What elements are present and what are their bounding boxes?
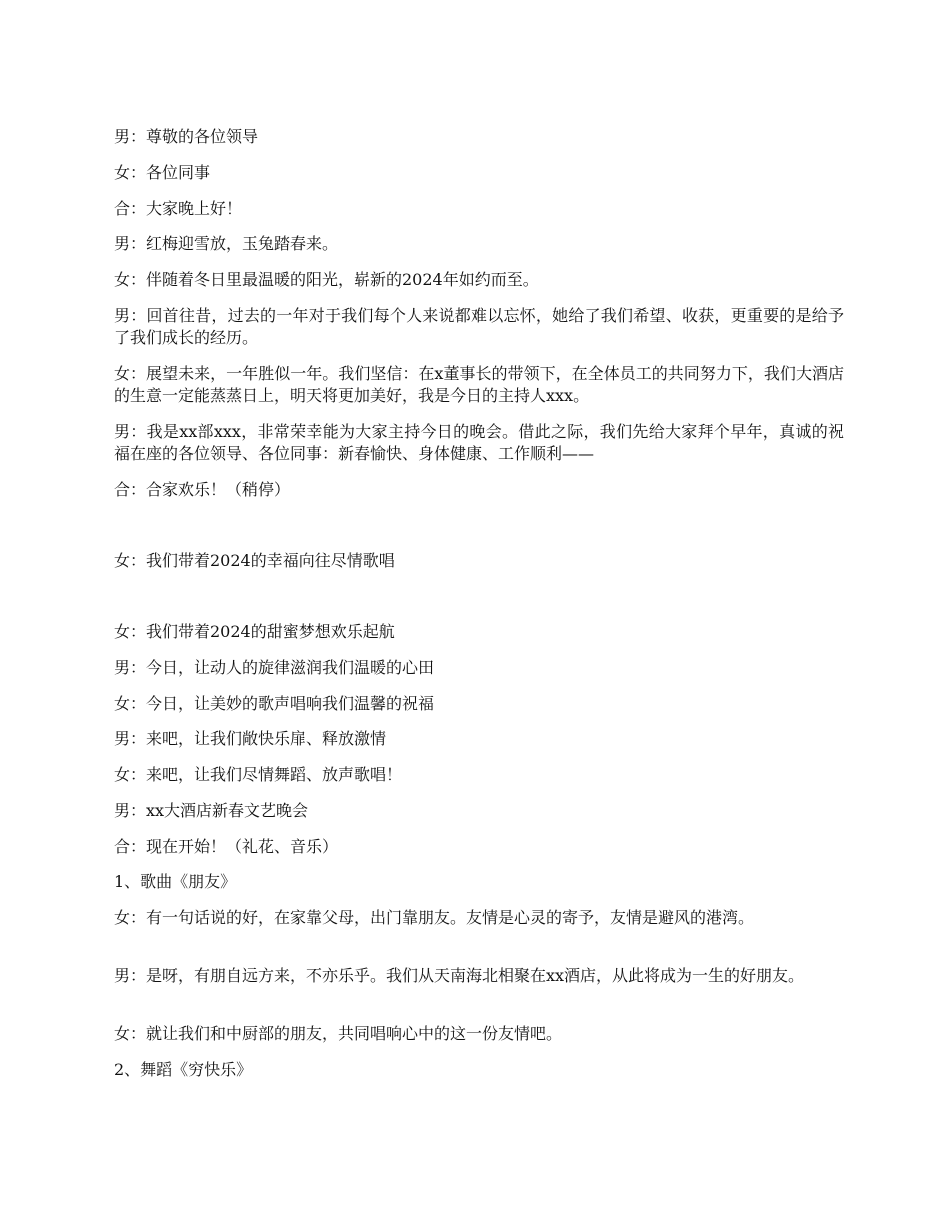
paragraph: 女：有一句话说的好，在家靠父母，出门靠朋友。友情是心灵的寄予，友情是避风的港湾。 xyxy=(114,908,755,927)
section-heading: 1、歌曲《朋友》 xyxy=(114,872,237,891)
paragraph: 男：来吧，让我们敞快乐扉、释放激情 xyxy=(114,729,387,748)
paragraph: 女：就让我们和中厨部的朋友，共同唱响心中的这一份友情吧。 xyxy=(114,1024,563,1043)
paragraph: 女：伴随着冬日里最温暖的阳光，崭新的2024年如约而至。 xyxy=(114,270,539,289)
paragraph: 男：我是xx部xxx，非常荣幸能为大家主持今日的晚会。借此之际，我们先给大家拜个早年，真诚的祝福在座的各位领导、各位同事：新春愉快、身体健康、工作顺利—— xyxy=(114,422,844,463)
paragraph: 女：各位同事 xyxy=(114,163,211,182)
section-heading: 2、舞蹈《穷快乐》 xyxy=(114,1060,253,1079)
paragraph: 女：我们带着2024的甜蜜梦想欢乐起航 xyxy=(114,622,395,641)
paragraph: 合：合家欢乐！（稍停） xyxy=(114,480,291,499)
paragraph: 合：现在开始！（礼花、音乐） xyxy=(114,837,339,856)
paragraph: 合：大家晚上好！ xyxy=(114,199,243,218)
paragraph: 男：回首往昔，过去的一年对于我们每个人来说都难以忘怀，她给了我们希望、收获，更重要的是给予了我们成长的经历。 xyxy=(114,306,844,347)
paragraph: 女：展望未来，一年胜似一年。我们坚信：在x董事长的带领下，在全体员工的共同努力下，我们大酒店的生意一定能蒸蒸日上，明天将更加美好，我是今日的主持人xxx。 xyxy=(114,364,844,405)
paragraph: 女：今日，让美妙的歌声唱响我们温馨的祝福 xyxy=(114,694,435,713)
paragraph: 女：来吧，让我们尽情舞蹈、放声歌唱！ xyxy=(114,765,403,784)
paragraph: 男：红梅迎雪放，玉兔踏春来。 xyxy=(114,234,339,253)
paragraph: 男：xx大酒店新春文艺晚会 xyxy=(114,801,309,820)
paragraph: 男：尊敬的各位领导 xyxy=(114,127,259,146)
paragraph: 女：我们带着2024的幸福向往尽情歌唱 xyxy=(114,551,395,570)
paragraph: 男：是呀，有朋自远方来，不亦乐乎。我们从天南海北相聚在xx酒店，从此将成为一生的好朋友。 xyxy=(114,966,805,985)
paragraph: 男：今日，让动人的旋律滋润我们温暖的心田 xyxy=(114,658,435,677)
